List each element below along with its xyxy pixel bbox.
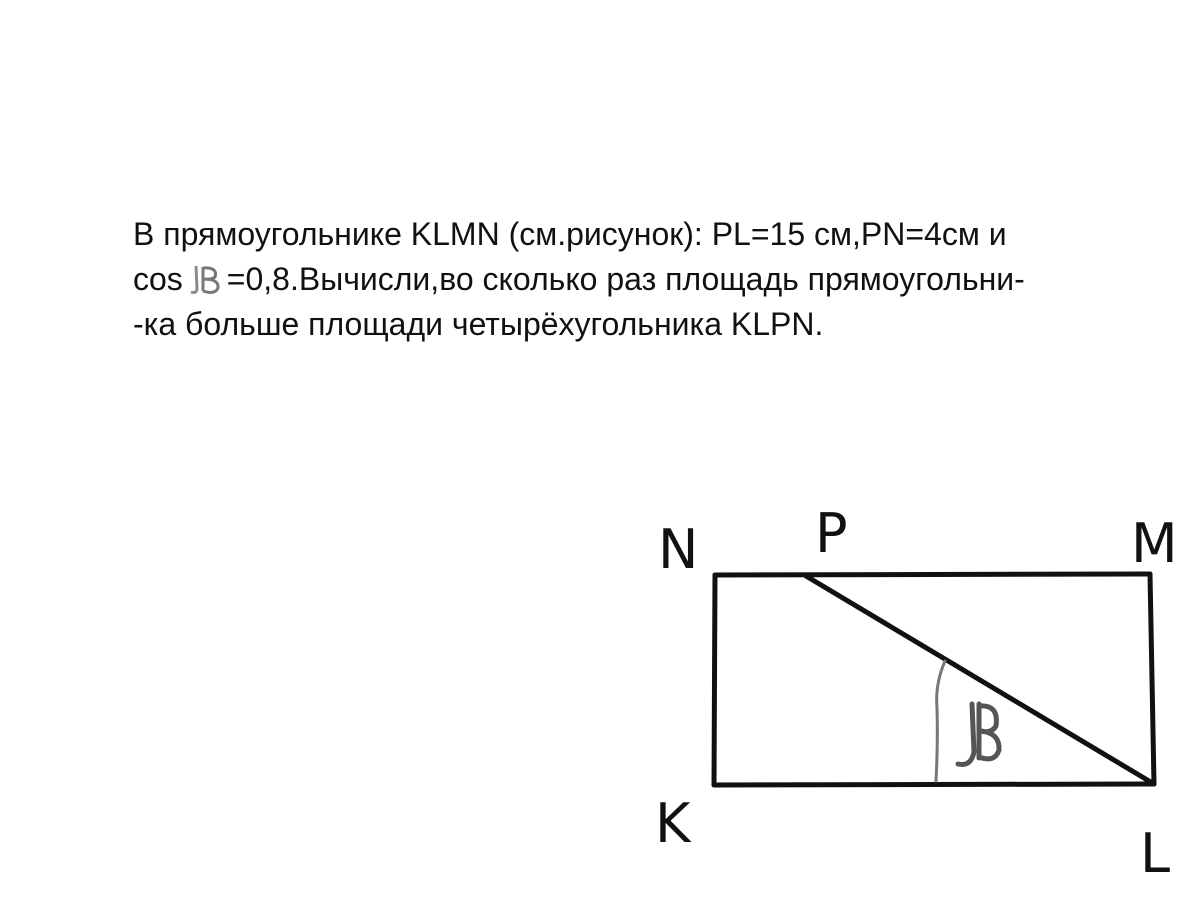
cos-text: cos bbox=[133, 261, 183, 297]
problem-line-1: В прямоугольнике KLMN (см.рисунок): PL=15 см,PN=4см и bbox=[133, 216, 1007, 252]
vertex-label-n: N bbox=[658, 518, 699, 581]
vertex-label-k: K bbox=[655, 792, 691, 855]
angle-beta-label bbox=[958, 704, 999, 765]
vertex-label-m: M bbox=[1131, 512, 1178, 575]
side-ml bbox=[1150, 574, 1154, 784]
cos-value-and-question: =0,8.Вычисли,во сколько раз площадь прямоугольни- bbox=[226, 261, 1025, 297]
side-nm bbox=[715, 574, 1150, 575]
problem-line-3: -ка больше площади четырёхугольника KLPN. bbox=[133, 306, 824, 342]
side-kn bbox=[714, 575, 715, 785]
vertex-label-l: L bbox=[1140, 822, 1171, 885]
angle-beta-arc bbox=[936, 661, 945, 781]
side-lk bbox=[714, 784, 1154, 785]
vertex-label-p: P bbox=[815, 502, 848, 565]
